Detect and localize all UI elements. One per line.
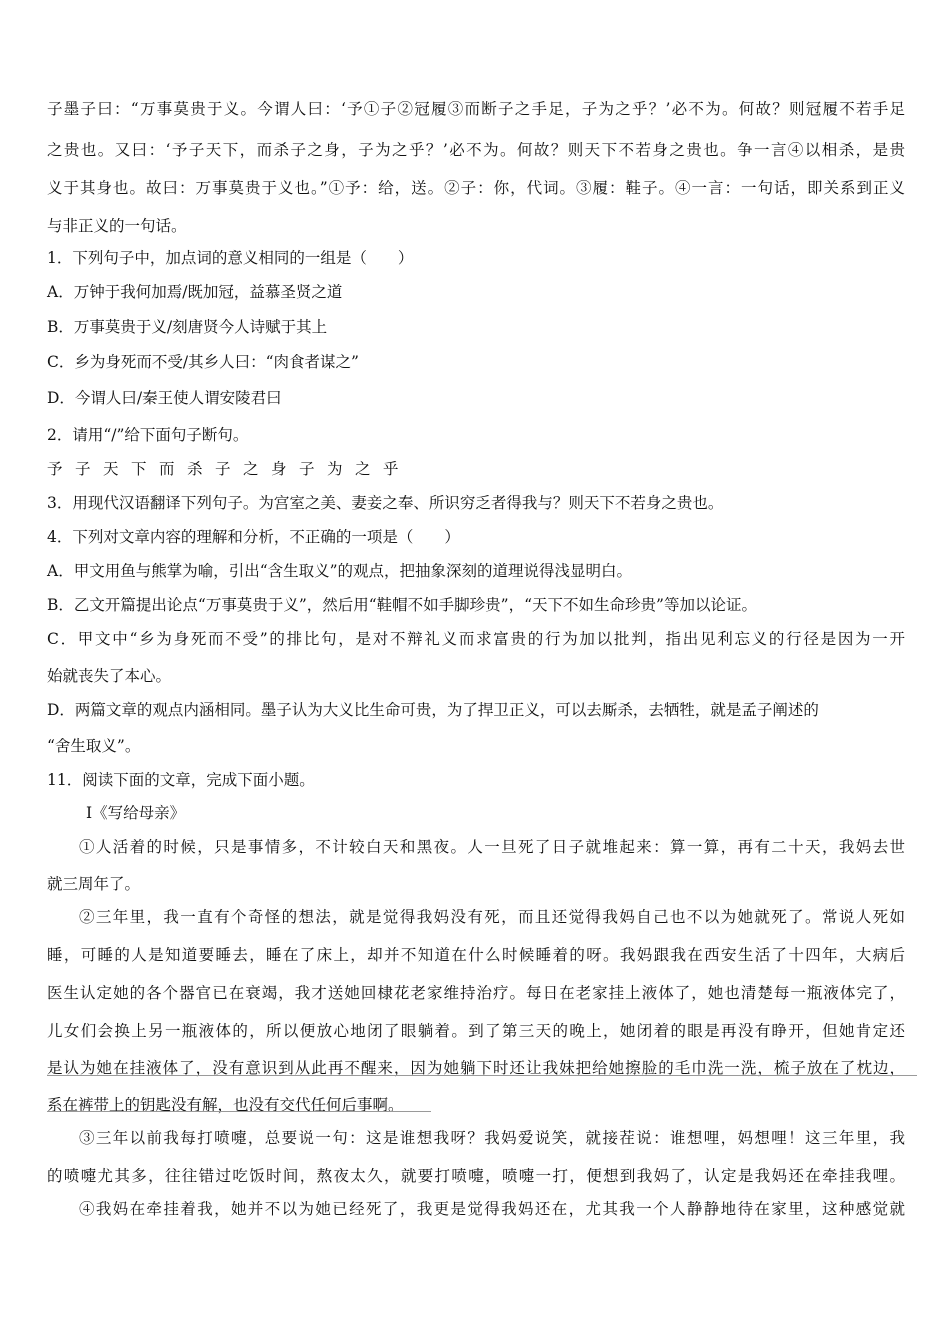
article-para-2-line-1: ②三年里，我一直有个奇怪的想法，就是觉得我妈没有死，而且还觉得我妈自己也不以为她就死了。常说人死如 <box>79 908 905 926</box>
article-para-4-line-1: ④我妈在牵挂着我，她并不以为她已经死了，我更是觉得我妈还在，尤其我一个人静静地待在家里，这种感觉就 <box>79 1200 905 1218</box>
passage-line-3: 义于其身也。故曰：万事莫贵于义也。”①予：给，送。②子：你，代词。③履：鞋子。④一言：一句话，即关系到正义 <box>47 179 905 197</box>
question-3: 3．用现代汉语翻译下列句子。为宫室之美、妻妾之奉、所识穷乏者得我与？则天下不若身之贵也。 <box>47 494 724 512</box>
question-1: 1．下列句子中，加点词的意义相同的一组是（ ） <box>47 249 414 267</box>
article-para-2-line-4: 儿女们会换上另一瓶液体的，所以便放心地闭了眼躺着。到了第三天的晚上，她闭着的眼是再没有睁开，但她肯定还 <box>47 1022 905 1040</box>
article-para-2-line-5: 是认为她在挂液体了，没有意识到从此再不醒来，因为她躺下时还让我妹把给她擦脸的毛巾洗一洗，梳子放在了枕边， <box>47 1059 905 1077</box>
question-2: 2．请用“/”给下面句子断句。 <box>47 426 249 444</box>
wavy-underline-2 <box>47 1105 431 1112</box>
passage-line-4: 与非正义的一句话。 <box>47 217 187 235</box>
question-2-sentence: 予子天下而杀子之身子为之乎 <box>47 460 412 478</box>
question-1-option-a: A．万钟于我何加焉/既加冠，益慕圣贤之道 <box>47 283 343 301</box>
article-para-3-line-1: ③三年以前我每打喷嚏，总要说一句：这是谁想我呀？我妈爱说笑，就接茬说：谁想哩，妈想哩！这三年里，我 <box>79 1129 905 1147</box>
question-11: 11．阅读下面的文章，完成下面小题。 <box>47 771 315 789</box>
passage-line-2: 之贵也。又曰：‘予子天下，而杀子之身，子为之乎？’必不为。何故？则天下不若身之贵也。争一言④以相杀，是贵 <box>47 141 905 159</box>
passage-line-1: 子墨子曰：“万事莫贵于义。今谓人曰：‘予①子②冠履③而断子之手足，子为之乎？’必不为。何故？则冠履不若手足 <box>47 100 905 118</box>
question-4-option-c-line-1: C．甲文中“乡为身死而不受”的排比句，是对不辩礼义而求富贵的行为加以批判，指出见利忘义的行径是因为一开 <box>47 630 905 648</box>
article-para-2-line-2: 睡，可睡的人是知道要睡去，睡在了床上，却并不知道在什么时候睡着的呀。我妈跟我在西安生活了十四年，大病后 <box>47 946 905 964</box>
question-4-option-d-line-2: “舍生取义”。 <box>47 737 141 755</box>
article-title: Ⅰ《写给母亲》 <box>86 804 186 822</box>
article-para-3-line-2: 的喷嚏尤其多，往往错过吃饭时间，熬夜太久，就要打喷嚏，喷嚏一打，便想到我妈了，认定是我妈还在牵挂我哩。 <box>47 1167 905 1185</box>
article-para-1-line-1: ①人活着的时候，只是事情多，不计较白天和黑夜。人一旦死了日子就堆起来：算一算，再有二十天，我妈去世 <box>79 838 905 856</box>
article-para-2-line-3: 医生认定她的各个器官已在衰竭，我才送她回棣花老家维持治疗。每日在老家挂上液体了，她也清楚每一瓶液体完了， <box>47 984 905 1002</box>
question-4-option-a: A．甲文用鱼与熊掌为喻，引出“含生取义”的观点，把抽象深刻的道理说得浅显明白。 <box>47 562 633 580</box>
question-4: 4．下列对文章内容的理解和分析，不正确的一项是（ ） <box>47 528 460 546</box>
question-4-option-d-line-1: D．两篇文章的观点内涵相同。墨子认为大义比生命可贵，为了捍卫正义，可以去厮杀，去牺牲，就是孟子阐述的 <box>47 701 819 719</box>
question-1-option-d: D．今谓人曰/秦王使人谓安陵君曰 <box>47 389 282 407</box>
wavy-underline-1 <box>47 1069 917 1076</box>
question-1-option-b: B．万事莫贵于义/刻唐贤今人诗赋于其上 <box>47 318 328 336</box>
article-para-2-line-6: 系在裤带上的钥匙没有解，也没有交代任何后事啊。 <box>47 1096 404 1114</box>
question-4-option-c-line-2: 始就丧失了本心。 <box>47 667 172 685</box>
question-4-option-b: B．乙文开篇提出论点“万事莫贵于义”，然后用“鞋帽不如手脚珍贵”，“天下不如生命珍贵”等加以论证。 <box>47 596 757 614</box>
question-1-option-c: C．乡为身死而不受/其乡人曰：“肉食者谋之” <box>47 353 359 371</box>
article-para-1-line-2: 就三周年了。 <box>47 875 141 893</box>
